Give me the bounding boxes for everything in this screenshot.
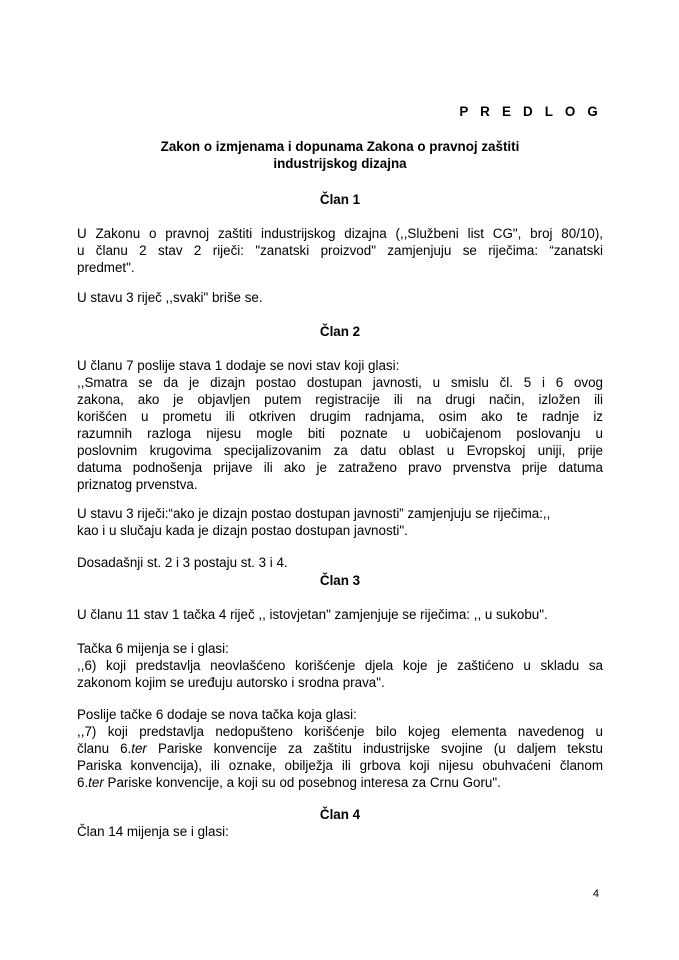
article-3-heading: Član 3 [319, 573, 361, 588]
text-line: poslovnim krugovima specijalizovanim za datu oblast u Evropskoj uniji, prije [77, 443, 603, 458]
text-line: razumnih razloga nijesu mogle biti poznate u uobičajenom poslovanju u [77, 426, 603, 441]
text-line: korišćen u prometu ili otkriven drugim radnjama, osim ako te radnje iz [77, 409, 603, 424]
text-line: zakona, ako je objavljen putem registracije ili na drugi način, izložen ili [77, 392, 603, 407]
page-number: 4 [592, 888, 599, 900]
article-1-paragraph-1 [77, 225, 603, 276]
text-line: U stavu 3 riječi:“ako je dizajn postao dostupan javnosti” zamjenjuju se riječima:,, [77, 506, 551, 521]
article-2-paragraph-3: Dosadašnji st. 2 i 3 postaju st. 3 i 4. [77, 555, 288, 570]
article-3-paragraph-3 [77, 706, 603, 791]
text-line: U članu 7 poslije stava 1 dodaje se novi stav koji glasi: [77, 358, 400, 373]
law-title [77, 138, 603, 172]
law-title-line-2: industrijskog dizajna [273, 156, 407, 171]
text-line: u članu 2 stav 2 riječi: "zanatski proizvod" zamjenjuju se riječima: “zanatski [77, 243, 603, 258]
article-1-paragraph-2: U stavu 3 riječ ,,svaki" briše se. [77, 290, 263, 305]
text-line: priznatog prvenstva. [77, 477, 198, 492]
italic-ter: ter [88, 775, 104, 790]
article-2-heading: Član 2 [319, 324, 361, 339]
text-fragment: Pariske konvencije za zaštitu industrijske svojine (u daljem tekstu [146, 741, 603, 756]
text-line: Pariska konvencija), ili oznake, obilježja ili grbova koji nijesu obuhvaćeni članom [77, 758, 603, 773]
text-line: ,,7) koji predstavlja nedopušteno korišćenje bilo kojeg elementa navedenog u [77, 724, 603, 739]
article-3-paragraph-2 [77, 640, 603, 691]
text-line: predmet". [77, 260, 135, 275]
article-3-paragraph-1: U članu 11 stav 1 tačka 4 riječ ,, istovjetan" zamjenjuje se riječima: ,, u sukobu". [77, 607, 548, 622]
proposal-label: P R E D L O G [459, 104, 602, 119]
article-4-paragraph-1: Član 14 mijenja se i glasi: [77, 824, 229, 839]
text-line: datuma podnošenja prijave ili ako je zatraženo pravo prvenstva prije datuma [77, 460, 603, 475]
text-line-with-italic [77, 740, 603, 757]
text-line: Tačka 6 mijenja se i glasi: [77, 641, 229, 656]
text-line: ,,6) koji predstavlja neovlašćeno korišćenje djela koje je zaštićeno u skladu sa [77, 658, 603, 673]
article-1-heading: Član 1 [319, 192, 361, 207]
article-2-paragraph-1 [77, 357, 603, 493]
article-2-paragraph-2 [77, 505, 603, 539]
text-line-with-italic [77, 774, 603, 791]
text-line: ,,Smatra se da je dizajn postao dostupan javnosti, u smislu čl. 5 i 6 ovog [77, 375, 603, 390]
article-4-heading: Član 4 [319, 807, 361, 822]
italic-ter: ter [131, 741, 147, 756]
text-line: kao i u slučaju kada je dizajn postao dostupan javnosti". [77, 523, 408, 538]
text-fragment: članu 6. [77, 741, 132, 756]
text-fragment: 6. [77, 775, 89, 790]
text-line: Poslije tačke 6 dodaje se nova tačka koja glasi: [77, 707, 357, 722]
text-line: U Zakonu o pravnoj zaštiti industrijskog dizajna (,,Službeni list CG", broj 80/10), [77, 226, 603, 241]
law-title-line-1: Zakon o izmjenama i dopunama Zakona o pravnoj zaštiti [160, 139, 520, 154]
text-fragment: Pariske konvencije, a koji su od posebnog interesa za Crnu Goru". [103, 775, 501, 790]
text-line: zakonom kojim se uređuju autorsko i srodna prava". [77, 675, 385, 690]
